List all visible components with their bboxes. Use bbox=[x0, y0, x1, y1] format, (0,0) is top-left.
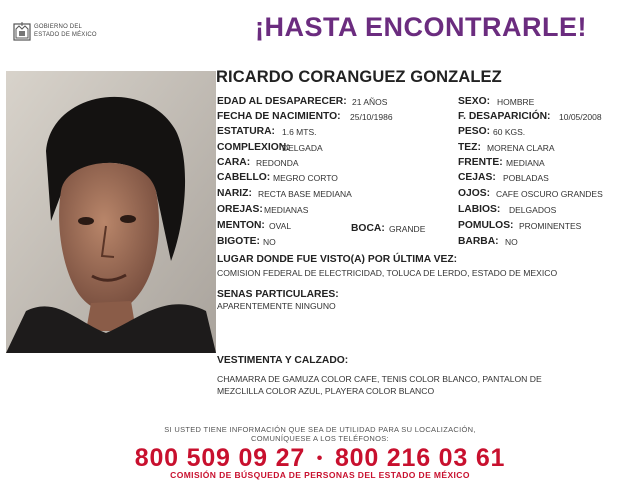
cheekbones-value: PROMINENTES bbox=[519, 221, 582, 231]
state-coat-of-arms-icon bbox=[12, 20, 32, 44]
disappearance-date-value: 10/05/2008 bbox=[559, 112, 602, 122]
height-value: 1.6 MTS. bbox=[282, 127, 317, 137]
government-logo bbox=[12, 20, 108, 46]
disappearance-date-label: F. DESAPARICIÓN: bbox=[458, 111, 551, 122]
cheekbones-label: POMULOS: bbox=[458, 220, 514, 231]
complexion-color-label: TEZ: bbox=[458, 142, 481, 153]
eyes-value: CAFE OSCURO GRANDES bbox=[496, 189, 603, 199]
last-seen-value: COMISION FEDERAL DE ELECTRICIDAD, TOLUCA DE LERDO, ESTADO DE MEXICO bbox=[217, 268, 558, 278]
lips-value: DELGADOS bbox=[509, 205, 557, 215]
eyes-label: OJOS: bbox=[458, 188, 491, 199]
clothing-line-1: CHAMARRA DE GAMUZA COLOR CAFE, TENIS COLOR BLANCO, PANTALON DE bbox=[217, 374, 542, 384]
birthdate-label: FECHA DE NACIMIENTO: bbox=[217, 111, 341, 122]
agency-name: COMISIÓN DE BÚSQUEDA DE PERSONAS DEL ESTADO DE MÉXICO bbox=[170, 470, 470, 480]
phone-number-1[interactable]: 800 509 09 27 bbox=[134, 444, 306, 472]
chin-label: MENTON: bbox=[217, 220, 265, 231]
height-label: ESTATURA: bbox=[217, 126, 275, 137]
birthdate-value: 25/10/1986 bbox=[350, 112, 393, 122]
clothing-label: VESTIMENTA Y CALZADO: bbox=[217, 355, 349, 366]
nose-value: RECTA BASE MEDIANA bbox=[258, 189, 352, 199]
contact-note-line-1: SI USTED TIENE INFORMACIÓN QUE SEA DE UTILIDAD PARA SU LOCALIZACIÓN, bbox=[164, 425, 476, 434]
marks-value: APARENTEMENTE NINGUNO bbox=[217, 301, 336, 311]
ears-label: OREJAS: bbox=[217, 204, 263, 215]
contact-note-line-2: COMUNÍQUESE A LOS TELÉFONOS: bbox=[251, 434, 389, 443]
age-label: EDAD AL DESAPARECER: bbox=[217, 96, 347, 107]
marks-label: SENAS PARTICULARES: bbox=[217, 289, 339, 300]
forehead-label: FRENTE: bbox=[458, 157, 503, 168]
nose-label: NARIZ: bbox=[217, 188, 252, 199]
build-value: DELGADA bbox=[282, 143, 323, 153]
phone-number-2[interactable]: 800 216 03 61 bbox=[334, 444, 506, 472]
chin-value: OVAL bbox=[269, 221, 292, 231]
separator-dot: • bbox=[316, 450, 324, 468]
last-seen-label: LUGAR DONDE FUE VISTO(A) POR ÚLTIMA VEZ: bbox=[217, 254, 458, 265]
eyebrows-label: CEJAS: bbox=[458, 172, 496, 183]
forehead-value: MEDIANA bbox=[506, 158, 545, 168]
complexion-color-value: MORENA CLARA bbox=[487, 143, 555, 153]
ears-value: MEDIANAS bbox=[264, 205, 309, 215]
mouth-value: GRANDE bbox=[389, 224, 426, 234]
clothing-line-2: MEZCLILLA COLOR AZUL, PLAYERA COLOR BLANCO bbox=[217, 386, 435, 396]
weight-label: PESO: bbox=[458, 126, 491, 137]
beard-label: BARBA: bbox=[458, 236, 499, 247]
mouth-label: BOCA: bbox=[351, 223, 385, 234]
sex-value: HOMBRE bbox=[497, 97, 535, 107]
hair-value: MEGRO CORTO bbox=[273, 173, 338, 183]
mustache-label: BIGOTE: bbox=[217, 236, 260, 247]
person-photo bbox=[6, 71, 216, 353]
face-label: CARA: bbox=[217, 157, 251, 168]
government-name: GOBIERNO DEL ESTADO DE MÉXICO bbox=[34, 24, 97, 38]
weight-value: 60 KGS. bbox=[493, 127, 526, 137]
lips-label: LABIOS: bbox=[458, 204, 501, 215]
eyebrows-value: POBLADAS bbox=[503, 173, 549, 183]
person-name: RICARDO CORANGUEZ GONZALEZ bbox=[216, 68, 502, 86]
face-value: REDONDA bbox=[256, 158, 299, 168]
phone-numbers bbox=[0, 444, 640, 473]
hair-label: CABELLO: bbox=[217, 172, 271, 183]
sex-label: SEXO: bbox=[458, 96, 491, 107]
headline: ¡HASTA ENCONTRARLE! bbox=[255, 12, 587, 42]
build-label: COMPLEXION: bbox=[217, 142, 290, 153]
mustache-value: NO bbox=[263, 237, 276, 247]
age-value: 21 AÑOS bbox=[352, 97, 388, 107]
beard-value: NO bbox=[505, 237, 518, 247]
